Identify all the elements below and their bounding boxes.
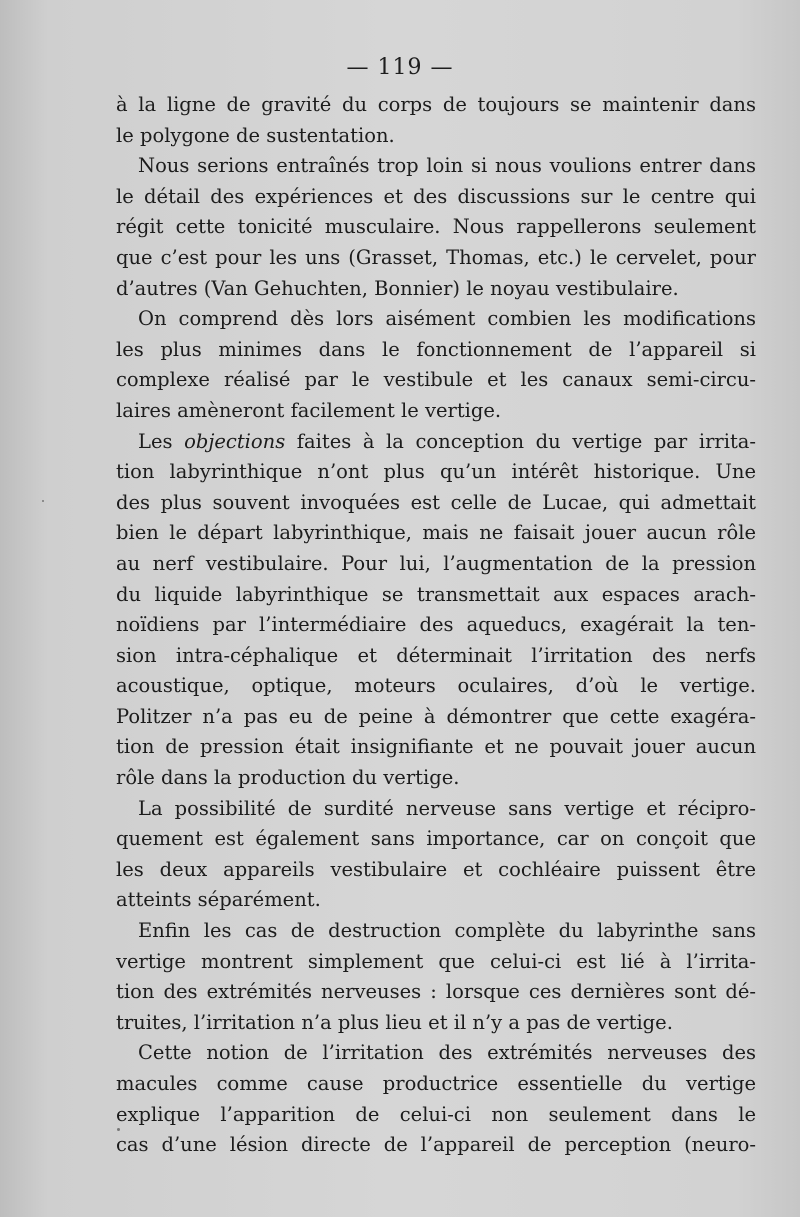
text-line: bien le départ labyrinthique, mais ne faisait jouer aucun rôle (116, 521, 756, 545)
text-line: Nous serions entraînés trop loin si nous voulions entrer dans (138, 154, 756, 178)
text-line: complexe réalisé par le vestibule et les canaux semi-circu- (116, 368, 756, 392)
text-line: Cette notion de l’irritation des extrémités nerveuses des (138, 1041, 756, 1065)
text-line: du liquide labyrinthique se transmettait aux espaces arach- (116, 582, 756, 606)
text-line: laires amèneront facilement le vertige. (116, 398, 502, 422)
text-line: régit cette tonicité musculaire. Nous rappellerons seulement (116, 215, 756, 239)
text-line: Politzer n’a pas eu de peine à démontrer que cette exagéra- (116, 704, 756, 728)
text-line: Les objections faites à la conception du vertige par irrita- (138, 429, 757, 453)
text-line: Enfin les cas de destruction complète du labyrinthe sans (138, 919, 756, 943)
text-line: au nerf vestibulaire. Pour lui, l’augmentation de la pression (116, 551, 756, 575)
text-line: cas d’une lésion directe de l’appareil de perception (neuro- (116, 1133, 756, 1157)
text-line: les plus minimes dans le fonctionnement de l’appareil si (116, 337, 756, 361)
text-line: les deux appareils vestibulaire et cochléaire puissent être (116, 857, 756, 881)
text-line: sion intra-céphalique et déterminait l’irritation des nerfs (116, 643, 756, 667)
text-line: noïdiens par l’intermédiaire des aqueducs, exagérait la ten- (116, 613, 756, 637)
text-line: explique l’apparition de celui-ci non seulement dans le (116, 1102, 756, 1126)
text-line: tion des extrémités nerveuses : lorsque ces dernières sont dé- (116, 980, 756, 1004)
page-number: — 119 — (346, 55, 454, 80)
text-line: le détail des expériences et des discussions sur le centre qui (116, 184, 756, 208)
text-line: tion labyrinthique n’ont plus qu’un intérêt historique. Une (116, 460, 756, 484)
text-line: macules comme cause productrice essentielle du vertige (116, 1072, 756, 1095)
text-line: que c’est pour les uns (Grasset, Thomas, etc.) le cervelet, pour (116, 245, 756, 269)
text-line: le polygone de sustentation. (116, 123, 395, 147)
text-line: atteints séparément. (116, 888, 321, 912)
text-line: d’autres (Van Gehuchten, Bonnier) le noyau vestibulaire. (116, 276, 679, 300)
text-line: tion de pression était insignifiante et ne pouvait jouer aucun (116, 735, 756, 759)
body-text (116, 90, 756, 1161)
text-line: des plus souvent invoquées est celle de Lucae, qui admettait (116, 490, 756, 514)
text-line: truites, l’irritation n’a plus lieu et il n’y a pas de vertige. (116, 1010, 673, 1034)
text-line: quement est également sans importance, car on conçoit que (116, 827, 756, 851)
paper-speck (42, 500, 44, 502)
text-line: On comprend dès lors aisément combien les modifications (138, 307, 756, 331)
text-line: La possibilité de surdité nerveuse sans vertige et récipro- (138, 796, 756, 820)
text-line: acoustique, optique, moteurs oculaires, d’où le vertige. (116, 674, 756, 698)
text-line: rôle dans la production du vertige. (116, 766, 460, 790)
text-line: à la ligne de gravité du corps de toujours se maintenir dans (116, 93, 756, 116)
text-line: vertige montrent simplement que celui-ci est lié à l’irrita- (116, 949, 756, 973)
paper-speck (117, 1128, 120, 1131)
